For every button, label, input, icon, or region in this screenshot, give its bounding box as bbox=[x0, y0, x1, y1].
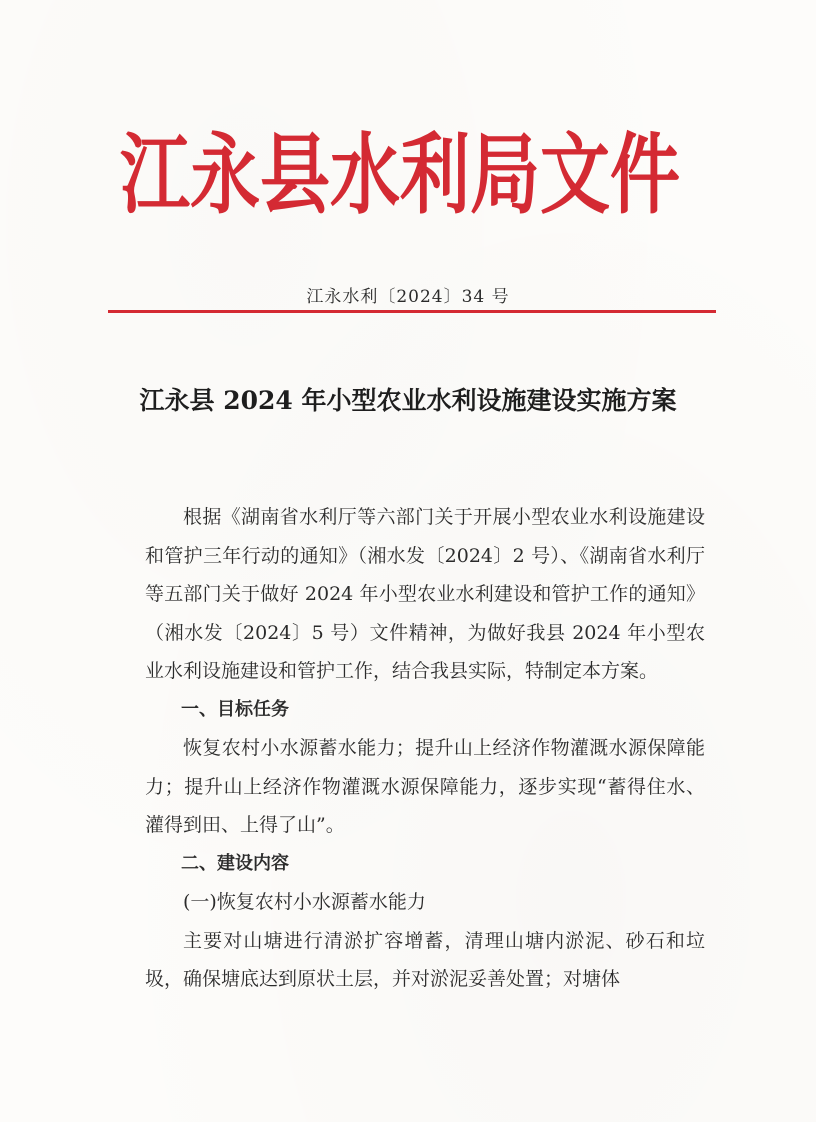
document-title: 江永县 2024 年小型农业水利设施建设实施方案 bbox=[139, 386, 677, 415]
document-number: 江永水利〔2024〕34 号 bbox=[306, 287, 510, 307]
goals-paragraph: 恢复农村小水源蓄水能力；提升山上经济作物灌溉水源保障能力；提升山上经济作物灌溉水源保障能力，逐步实现“蓄得住水、灌得到田、上得了山”。 bbox=[145, 737, 705, 836]
document-body bbox=[145, 498, 705, 999]
section-heading-content: 二、建设内容 bbox=[181, 852, 289, 874]
section-heading-goals: 一、目标任务 bbox=[181, 698, 289, 720]
red-divider-line bbox=[108, 310, 716, 313]
subsection-heading-water-source: (一)恢复农村小水源蓄水能力 bbox=[183, 891, 426, 913]
intro-paragraph: 根据《湖南省水利厅等六部门关于开展小型农业水利设施建设和管护三年行动的通知》（湘水发〔2024〕2 号）、《湖南省水利厅等五部门关于做好 2024 年小型农业水利建设和管护工作的通知》（湘水发〔2024〕5 号）文件精神，为做好我县 2024 年小型农业水利设施建设和管护工作，结合我县实际，特制定本方案。 bbox=[145, 506, 705, 682]
content-paragraph: 主要对山塘进行清淤扩容增蓄，清理山塘内淤泥、砂石和垃圾，确保塘底达到原状土层，并对淤泥妥善处置；对塘体 bbox=[145, 929, 705, 990]
agency-header-title: 江永县水利局文件 bbox=[120, 122, 680, 227]
